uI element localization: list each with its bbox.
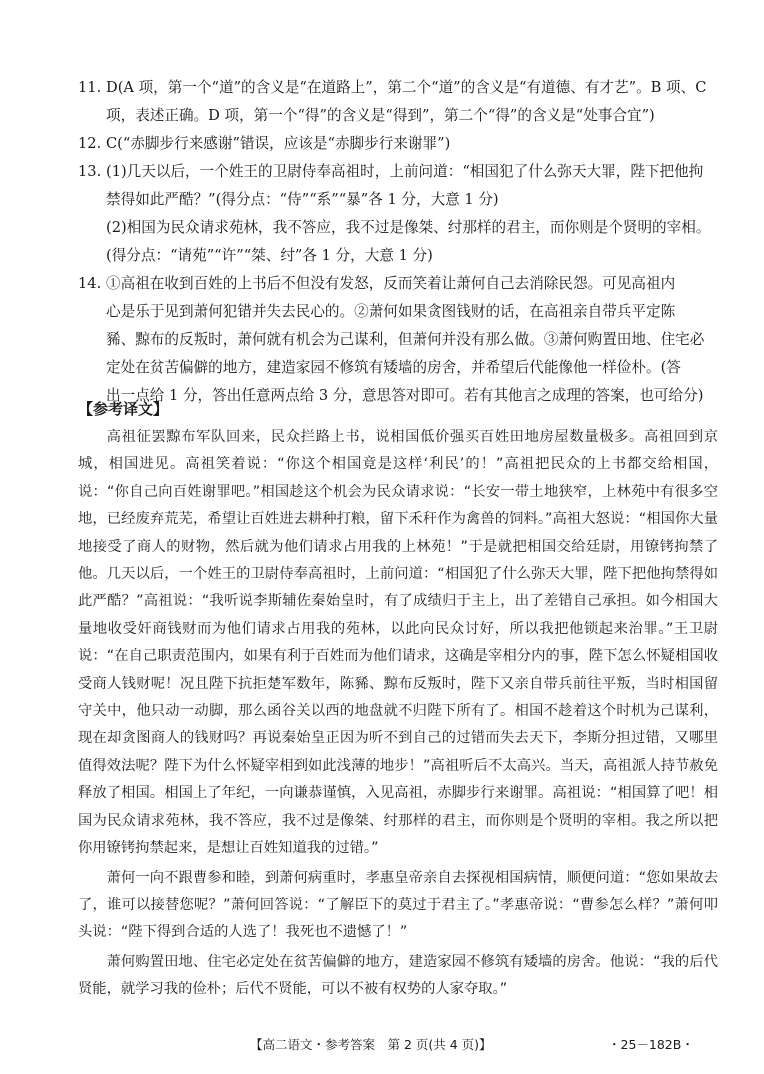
footer-page-label: 【高二语文・参考答案 第 2 页(共 4 页)】 bbox=[250, 1037, 492, 1052]
reference-translation bbox=[78, 424, 718, 1004]
answer-item-14 bbox=[78, 270, 718, 410]
answer-item-12 bbox=[78, 130, 718, 158]
answer-text: (1)几天以后，一个姓王的卫尉侍奉高祖时，上前问道：“相国犯了什么弥天大罪，陛下把他拘 bbox=[106, 163, 704, 180]
translation-paragraph: 高祖征罢黥布军队回来，民众拦路上书，说相国低价强买百姓田地房屋数量极多。高祖回到京城，相国进见。高祖笑着说：“你这个相国竟是这样‘利民’的！”高祖把民众的上书都交给相国，说：“你自己向百姓谢罪吧。”相国趁这个机会为民众请求说：“长安一带土地狭窄，上林苑中有很多空地，已经废弃荒芜，希望让百姓进去耕种打粮，留下禾秆作为禽兽的饲料。”高祖大怒说：“相国你大量地接受了商人的财物，然后就为他们请求占用我的上林苑！”于是就把相国交给廷尉，用镣铐拘禁了他。几天以后，一个姓王的卫尉侍奉高祖时，上前问道：“相国犯了什么弥天大罪，陛下把他拘禁得如此严酷？”高祖说：“我听说李斯辅佐秦始皇时，有了成绩归于主上，出了差错自己承担。如今相国大量地收受奸商钱财而为他们请求占用我的苑林，以此向民众讨好，所以我把他锁起来治罪。”王卫尉说：“在自己职责范围内，如果有利于百姓而为他们请求，这确是宰相分内的事，陛下怎么怀疑相国收受商人钱财呢！况且陛下抗拒楚军数年，陈豨、黥布反叛时，陛下又亲自带兵前往平叛，当时相国留守关中，他只动一动脚，那么函谷关以西的地盘就不归陛下所有了。相国不趁着这个时机为己谋利，现在却贪图商人的钱财吗？再说秦始皇正因为听不到自己的过错而失去天下，李斯分担过错，又哪里值得效法呢？陛下为什么怀疑宰相到如此浅薄的地步！”高祖听后不太高兴。当天，高祖派人持节赦免释放了相国。相国上了年纪，一向谦恭谨慎，入见高祖，赤脚步行来谢罪。高祖说：“相国算了吧！相国为民众请求苑林，我不答应，我不过是像桀、纣那样的君主，而你则是个贤明的宰相。我之所以把你用镣铐拘禁起来，是想让百姓知道我的过错。” bbox=[78, 429, 718, 857]
footer-code: ・25－182B・ bbox=[608, 1037, 694, 1052]
answer-text: ①高祖在收到百姓的上书后不但没有发怒，反而笑着让萧何自己去消除民怨。可见高祖内 bbox=[106, 275, 676, 292]
answer-number: 13. bbox=[78, 163, 102, 180]
reference-translation-heading: 【参考译文】 bbox=[78, 400, 169, 418]
answer-text: (得分点：“请苑”“许”“桀、纣”各 1 分，大意 1 分) bbox=[106, 247, 433, 264]
answer-text: 禁得如此严酷？”(得分点：“侍”“系”“暴”各 1 分，大意 1 分) bbox=[106, 191, 499, 208]
answer-text: 出一点给 1 分，答出任意两点给 3 分，意思答对即可。若有其他言之成理的答案，也可给分) bbox=[106, 387, 704, 404]
answer-text: 豨、黥布的反叛时，萧何就有机会为己谋利，但萧何并没有那么做。③萧何购置田地、住宅必 bbox=[106, 331, 705, 348]
answer-number: 11. bbox=[78, 79, 102, 96]
answer-list bbox=[78, 74, 718, 410]
answer-text: 心是乐于见到萧何犯错并失去民心的。②萧何如果贪图钱财的话，在高祖亲自带兵平定陈 bbox=[106, 303, 676, 320]
answer-item-13 bbox=[78, 158, 718, 270]
translation-paragraph: 萧何购置田地、住宅必定处在贫苦偏僻的地方，建造家园不修筑有矮墙的房舍。他说：“我的后代贤能，就学习我的俭朴；后代不贤能，可以不被有权势的人家夺取。” bbox=[78, 953, 718, 998]
answer-text: (2)相国为民众请求苑林，我不答应，我不过是像桀、纣那样的君主，而你则是个贤明的宰相。 bbox=[106, 219, 711, 236]
answer-item-11 bbox=[78, 74, 718, 130]
translation-paragraph: 萧何一向不跟曹参和睦，到萧何病重时，孝惠皇帝亲自去探视相国病情，顺便问道：“您如果故去了，谁可以接替您呢？”萧何回答说：“了解臣下的莫过于君主了。”孝惠帝说：“曹参怎么样？”萧何叩头说：“陛下得到合适的人选了！我死也不遗憾了！” bbox=[78, 869, 718, 941]
answer-number: 14. bbox=[78, 275, 102, 292]
answer-text: 项，表述正确。D 项，第一个“得”的含义是“得到”，第二个“得”的含义是“处事合宜”) bbox=[106, 107, 655, 124]
page-footer bbox=[0, 1035, 764, 1055]
answer-text: D(A 项，第一个“道”的含义是“在道路上”，第二个“道”的含义是“有道德、有才艺”。B 项、C bbox=[106, 79, 707, 96]
answer-text: C(“赤脚步行来感谢”错误，应该是“赤脚步行来谢罪”) bbox=[106, 135, 451, 152]
answer-text: 定处在贫苦偏僻的地方，建造家园不修筑有矮墙的房舍，并希望后代能像他一样俭朴。(答 bbox=[106, 359, 681, 376]
answer-number: 12. bbox=[78, 135, 102, 152]
